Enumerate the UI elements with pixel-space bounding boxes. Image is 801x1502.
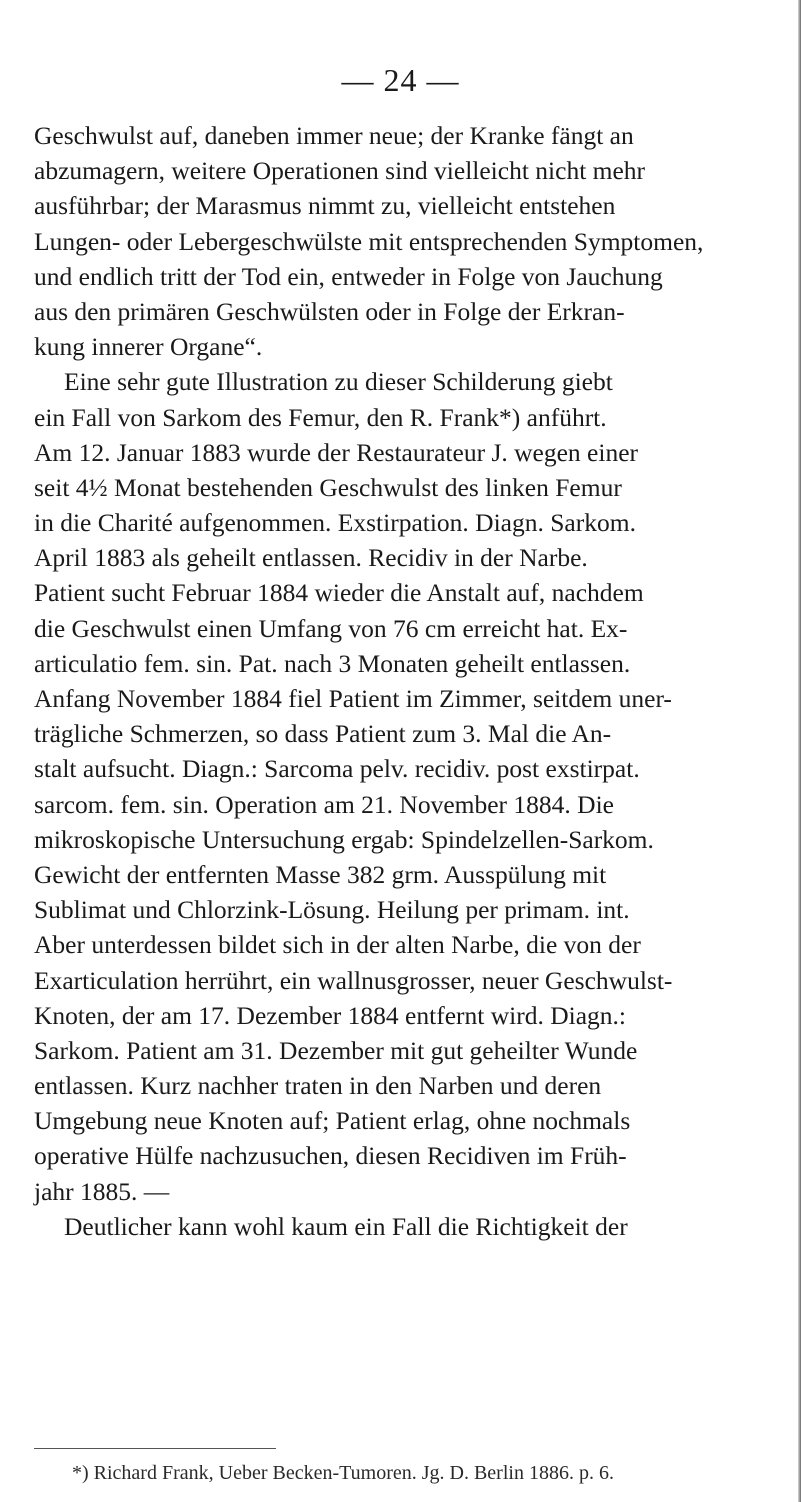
text-line-2: abzumagern, weitere Operationen sind vielleicht nicht mehr bbox=[34, 156, 646, 186]
text-line-29: Umgebung neue Knoten auf; Patient erlag, ohne nochmals bbox=[34, 1106, 631, 1136]
text-line-16: articulatio fem. sin. Pat. nach 3 Monaten geheilt entlassen. bbox=[34, 648, 631, 678]
body-text bbox=[34, 118, 801, 1244]
text-line-10: Am 12. Januar 1883 wurde der Restaurateur J. wegen einer bbox=[34, 437, 639, 467]
text-line-28: entlassen. Kurz nachher traten in den Narben und deren bbox=[34, 1071, 602, 1101]
footnote: *) Richard Frank, Ueber Becken-Tumoren. Jg. D. Berlin 1886. p. 6. bbox=[72, 1462, 614, 1484]
text-line-13: April 1883 als geheilt entlassen. Recidiv in der Narbe. bbox=[34, 543, 588, 573]
text-line-27: Sarkom. Patient am 31. Dezember mit gut geheilter Wunde bbox=[34, 1035, 638, 1065]
text-line-8: Eine sehr gute Illustration zu dieser Schilderung giebt bbox=[64, 367, 613, 397]
text-line-24: Aber unterdessen bildet sich in der alten Narbe, die von der bbox=[34, 930, 641, 960]
text-line-1: Geschwulst auf, daneben immer neue; der Kranke fängt an bbox=[34, 121, 634, 150]
text-line-32: Deutlicher kann wohl kaum ein Fall die Richtigkeit der bbox=[64, 1211, 628, 1241]
text-line-4: Lungen- oder Lebergeschwülste mit entsprechenden Symptomen, bbox=[34, 226, 704, 256]
text-line-7: kung innerer Organe“. bbox=[34, 332, 263, 362]
text-line-9: ein Fall von Sarkom des Femur, den R. Frank*) anführt. bbox=[34, 402, 607, 432]
text-line-31: jahr 1885. — bbox=[34, 1176, 170, 1206]
text-line-3: ausführbar; der Marasmus nimmt zu, vielleicht entstehen bbox=[34, 191, 616, 221]
text-line-23: Sublimat und Chlorzink-Lösung. Heilung per primam. int. bbox=[34, 895, 630, 925]
page-number: — 24 — bbox=[341, 62, 460, 98]
text-line-26: Knoten, der am 17. Dezember 1884 entfernt wird. Diagn.: bbox=[34, 1000, 626, 1030]
text-line-17: Anfang November 1884 fiel Patient im Zimmer, seitdem uner- bbox=[34, 684, 672, 713]
text-line-22: Gewicht der entfernten Masse 382 grm. Ausspülung mit bbox=[34, 859, 607, 889]
text-line-20: sarcom. fem. sin. Operation am 21. November 1884. Die bbox=[34, 789, 614, 819]
text-line-14: Patient sucht Februar 1884 wieder die Anstalt auf, nachdem bbox=[34, 578, 644, 608]
footnote-divider bbox=[34, 1448, 276, 1449]
text-line-5: und endlich tritt der Tod ein, entweder in Folge von Jauchung bbox=[34, 261, 663, 291]
text-line-25: Exarticulation herrührt, ein wallnusgrosser, neuer Geschwulst- bbox=[34, 965, 673, 995]
text-line-12: in die Charité aufgenommen. Exstirpation. Diagn. Sarkom. bbox=[34, 508, 636, 538]
text-line-30: operative Hülfe nachzusuchen, diesen Recidiven im Früh- bbox=[34, 1141, 627, 1171]
text-line-18: trägliche Schmerzen, so dass Patient zum 3. Mal die An- bbox=[34, 719, 612, 749]
text-line-11: seit 4½ Monat bestehenden Geschwulst des linken Femur bbox=[34, 472, 622, 502]
text-line-19: stalt aufsucht. Diagn.: Sarcoma pelv. recidiv. post exstirpat. bbox=[34, 754, 640, 784]
text-line-15: die Geschwulst einen Umfang von 76 cm erreicht hat. Ex- bbox=[34, 613, 628, 643]
text-line-21: mikroskopische Untersuchung ergab: Spindelzellen-Sarkom. bbox=[34, 824, 654, 854]
text-line-6: aus den primären Geschwülsten oder in Folge der Erkran- bbox=[34, 296, 625, 326]
